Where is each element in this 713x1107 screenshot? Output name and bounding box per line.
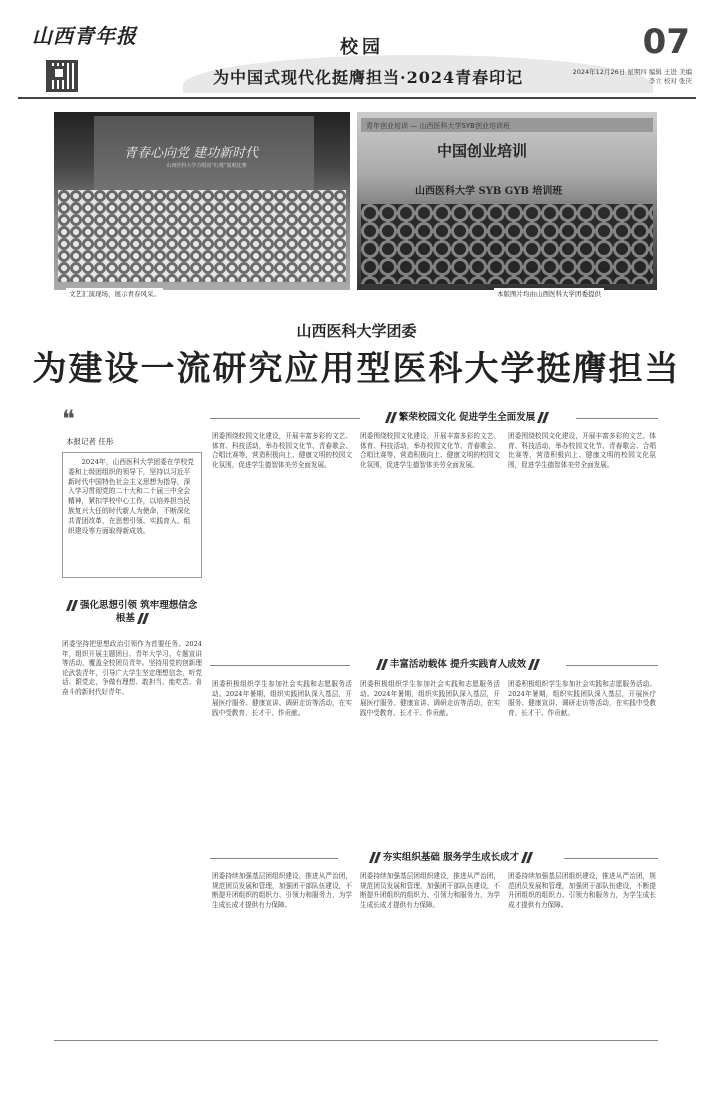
choir-crowd xyxy=(58,190,346,282)
photo-training-session xyxy=(357,112,657,290)
section-rule xyxy=(210,665,350,666)
section-title-organization: 夯实组织基础 服务学生成长成才 xyxy=(382,852,520,863)
article-column: 团委围绕校园文化建设，开展丰富多彩的文艺、体育、科技活动，举办校园文化节、青春歌会、合唱比赛等，营造积极向上、健康文明的校园文化氛围，促进学生德智体美劳全面发展。 xyxy=(508,432,656,469)
page-number: 07 xyxy=(642,22,690,62)
section-heading-organization xyxy=(340,851,562,864)
section-rule xyxy=(210,858,338,859)
stage-screen-title: 青春心向党 建功新时代 xyxy=(124,146,259,161)
article-column: 团委围绕校园文化建设，开展丰富多彩的文艺、体育、科技活动，举办校园文化节、青春歌会、合唱比赛等，营造积极向上、健康文明的校园文化氛围，促进学生德智体美劳全面发展。 xyxy=(360,432,500,469)
bottom-rule xyxy=(54,1040,658,1041)
photo-choir-performance xyxy=(54,112,350,290)
section-rule xyxy=(210,418,360,419)
section-title-ideology: 强化思想引领 筑牢理想信念根基 xyxy=(80,600,198,624)
intro-box: 2024年，山西医科大学团委在学校党委和上级团组织的领导下，坚持以习近平新时代中国特色社会主义思想为指导，深入学习贯彻党的二十大和二十届三中全会精神，紧扣学校中心工作，以培养担当民族复兴大任的时代新人为使命，不断深化共青团改革，在思想引领、实践育人、组织建设等方面取得新成效。 xyxy=(62,452,202,578)
qr-code-icon xyxy=(46,60,78,92)
section-heading-culture xyxy=(362,411,572,424)
article-column: 团委坚持把思想政治引领作为首要任务。2024年，组织开展主题团日、青年大学习、专题宣讲等活动，覆盖全校团员青年。坚持用党的创新理论武装青年，引导广大学生坚定理想信念，听党话、跟党走，争做有理想、敢担当、能吃苦、肯奋斗的新时代好青年。 xyxy=(62,640,202,696)
photo-caption-left: 文艺汇演现场，展示青春风采。 xyxy=(66,288,163,299)
newspaper-logo: 山西青年报 xyxy=(32,24,137,48)
article-column: 团委积极组织学生参加社会实践和志愿服务活动。2024年暑期，组织实践团队深入基层，开展医疗服务、健康宣讲、调研走访等活动，在实践中受教育、长才干、作贡献。 xyxy=(212,680,352,717)
section-name: 校园 xyxy=(340,37,384,58)
section-rule xyxy=(576,418,658,419)
page-subtitle: 为中国式现代化挺膺担当·2024青春印记 xyxy=(213,68,524,87)
audience-crowd xyxy=(361,204,653,284)
article-column: 团委持续加强基层团组织建设，推进从严治团，规范团员发展和管理，加强团干部队伍建设，不断提升团组织的组织力、引领力和服务力，为学生成长成才提供有力保障。 xyxy=(360,872,500,909)
masthead xyxy=(18,20,696,95)
quote-mark-icon: ❝ xyxy=(62,405,75,433)
stage-screen-subtitle: 山西医科大学合唱团“红歌”演唱比赛 xyxy=(166,163,247,169)
section-title-culture: 繁荣校园文化 促进学生全面发展 xyxy=(398,412,536,423)
article-column: 团委持续加强基层团组织建设，推进从严治团，规范团员发展和管理，加强团干部队伍建设，不断提升团组织的组织力、引领力和服务力，为学生成长成才提供有力保障。 xyxy=(212,872,352,909)
section-heading-practice xyxy=(352,658,564,671)
section-title-practice: 丰富活动载体 提升实践育人成效 xyxy=(389,659,527,670)
article-column: 团委积极组织学生参加社会实践和志愿服务活动。2024年暑期，组织实践团队深入基层，开展医疗服务、健康宣讲、调研走访等活动，在实践中受教育、长才干、作贡献。 xyxy=(360,680,500,717)
article-column: 团委围绕校园文化建设，开展丰富多彩的文艺、体育、科技活动，举办校园文化节、青春歌会、合唱比赛等，营造积极向上、健康文明的校园文化氛围，促进学生德智体美劳全面发展。 xyxy=(212,432,352,469)
section-heading-ideology xyxy=(62,599,202,625)
article-column: 团委持续加强基层团组织建设，推进从严治团，规范团员发展和管理，加强团干部队伍建设，不断提升团组织的组织力、引领力和服务力，为学生成长成才提供有力保障。 xyxy=(508,872,656,909)
training-title: 中国创业培训 xyxy=(437,142,528,160)
photo-caption-right: 本版图片均由山西医科大学团委提供 xyxy=(494,288,604,299)
byline: 本报记者 任彤 xyxy=(66,437,114,446)
section-rule xyxy=(564,858,658,859)
training-banner: 青年创业培训 — 山西医科大学SYB创业培训班 xyxy=(361,118,653,132)
article-kicker: 山西医科大学团委 xyxy=(296,322,417,340)
article-column: 团委积极组织学生参加社会实践和志愿服务活动。2024年暑期，组织实践团队深入基层，开展医疗服务、健康宣讲、调研走访等活动，在实践中受教育、长才干、作贡献。 xyxy=(508,680,656,717)
article-headline: 为建设一流研究应用型医科大学挺膺担当 xyxy=(32,349,681,389)
training-screen-text: 山西医科大学 SYB GYB 培训班 xyxy=(415,186,563,197)
section-rule xyxy=(566,665,658,666)
date-line: 2024年12月26日 星期四 编辑 王进 美编 李立 校对 张庆 xyxy=(572,68,692,85)
header-divider xyxy=(18,97,696,99)
